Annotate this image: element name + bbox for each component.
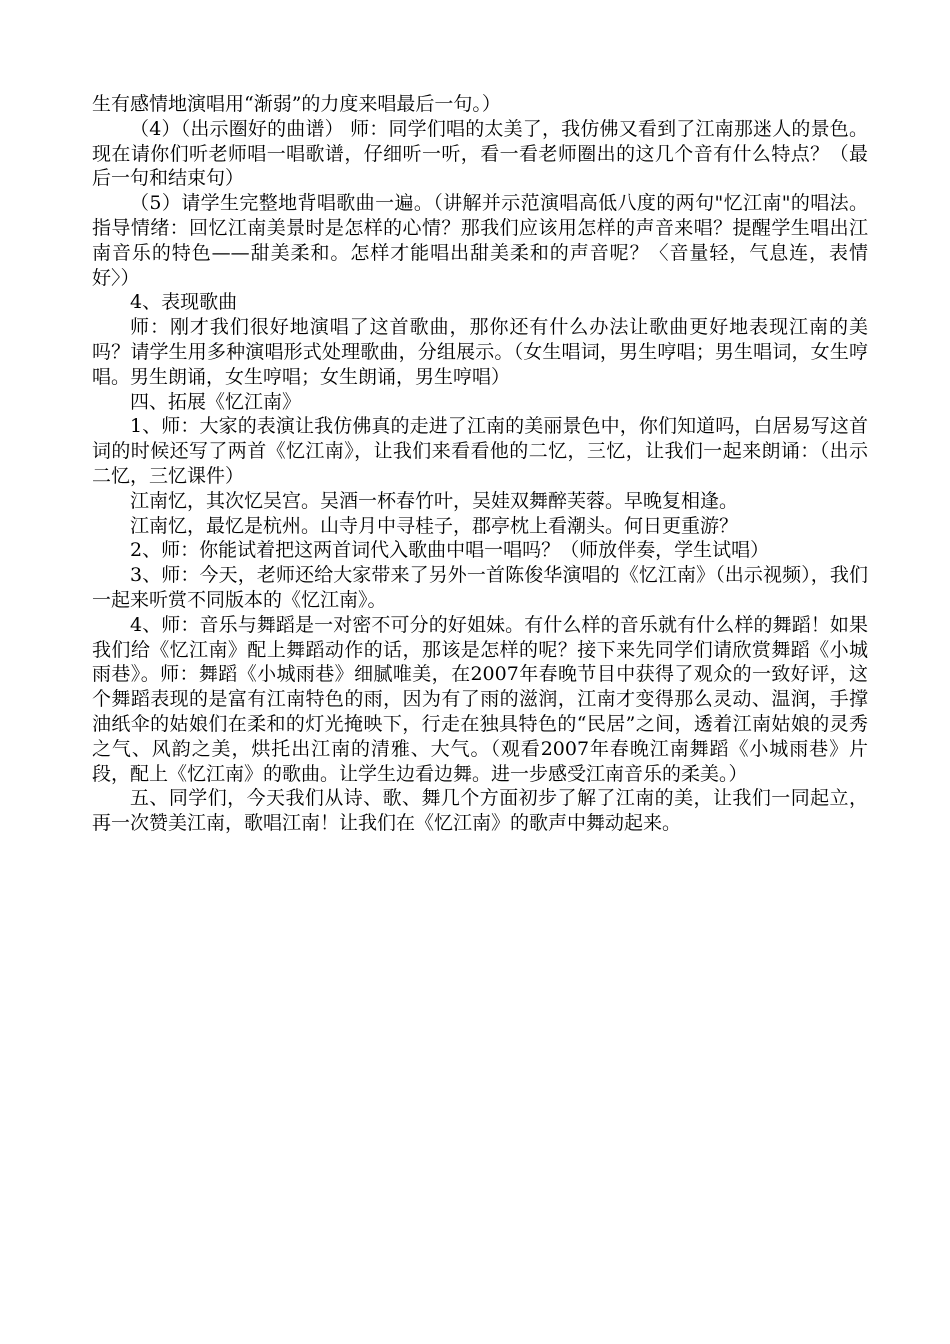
paragraph-extension-4: 4、师：音乐与舞蹈是一对密不可分的好姐妹。有什么样的音乐就有什么样的舞蹈！如果我们给《忆江南》配上舞蹈动作的话，那该是怎样的呢？接下来先同学们请欣赏舞蹈《小城雨巷》。师：舞蹈《小城雨巷》细腻唯美，在2007年春晚节目中获得了观众的一致好评，这个舞蹈表现的是富有江南特色的雨，因为有了雨的滋润，江南才变得那么灵动、温润，手撑油纸伞的姑娘们在柔和的灯光掩映下，行走在独具特色的“民居”之间，透着江南姑娘的灵秀之气、风韵之美，烘托出江南的清雅、大气。（观看2007年春晚江南舞蹈《小城雨巷》片段，配上《忆江南》的歌曲。让学生边看边舞。进一步感受江南音乐的柔美。） xyxy=(92,613,868,785)
poem-line-third: 江南忆，最忆是杭州。山寺月中寻桂子，郡亭枕上看潮头。何日更重游？ xyxy=(130,514,739,537)
paragraph-step-4: （4）（出示圈好的曲谱） 师：同学们唱的太美了，我仿佛又看到了江南那迷人的景色。现在请你们听老师唱一唱歌谱，仔细听一听，看一看老师圈出的这几个音有什么特点？（最后一句和结束句） xyxy=(92,117,868,190)
poem-line-second: 江南忆，其次忆吴宫。吴酒一杯春竹叶，吴娃双舞醉芙蓉。早晚复相逢。 xyxy=(130,489,739,512)
paragraph-conclusion: 五、同学们，今天我们从诗、歌、舞几个方面初步了解了江南的美，让我们一同起立，再一次赞美江南，歌唱江南！让我们在《忆江南》的歌声中舞动起来。 xyxy=(92,787,868,835)
paragraph-extension-3: 3、师：今天，老师还给大家带来了另外一首陈俊华演唱的《忆江南》（出示视频），我们一起来听赏不同版本的《忆江南》。 xyxy=(92,564,868,611)
paragraph-continuation: 生有感情地演唱用“渐弱”的力度来唱最后一句。） xyxy=(92,93,501,115)
document-page xyxy=(92,92,868,836)
paragraph-step-5: （5）请学生完整地背唱歌曲一遍。（讲解并示范演唱高低八度的两句"忆江南"的唱法。指导情绪：回忆江南美景时是怎样的心情？那我们应该用怎样的声音来唱？提醒学生唱出江南音乐的特色——甜美柔和。怎样才能唱出甜美柔和的声音呢？〈音量轻，气息连，表情好〉） xyxy=(92,192,868,289)
paragraph-extension-1: 1、师：大家的表演让我仿佛真的走进了江南的美丽景色中，你们知道吗，白居易写这首词的时候还写了两首《忆江南》，让我们来看看他的二忆，三忆，让我们一起来朗诵：（出示二忆，三忆课件） xyxy=(92,415,868,487)
paragraph-perform-song: 师：刚才我们很好地演唱了这首歌曲，那你还有什么办法让歌曲更好地表现江南的美吗？请学生用多种演唱形式处理歌曲，分组展示。（女生唱词，男生哼唱；男生唱词，女生哼唱。男生朗诵，女生哼唱；女生朗诵，男生哼唱） xyxy=(92,316,868,388)
section-heading-perform-song: 4、表现歌曲 xyxy=(130,291,238,314)
paragraph-extension-2: 2、师：你能试着把这两首词代入歌曲中唱一唱吗？（师放伴奏，学生试唱） xyxy=(130,539,770,562)
section-heading-extension: 四、拓展《忆江南》 xyxy=(130,390,302,413)
